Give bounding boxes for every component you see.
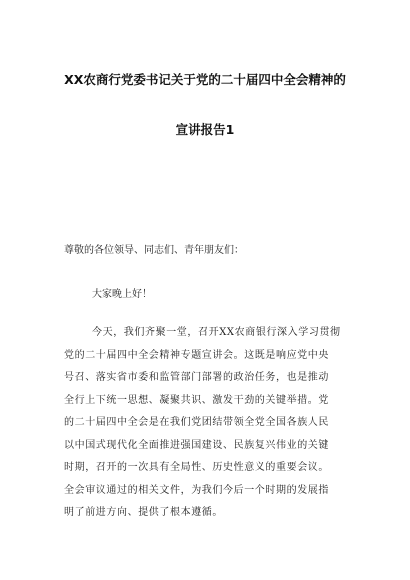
greeting-text: 大家晚上好！ bbox=[92, 289, 152, 300]
body-line: 时期，召开的一次具有全局性、历史性意义的重要会议。 bbox=[64, 462, 329, 473]
body-line: 明了前进方向、提供了根本遵循。 bbox=[64, 507, 223, 518]
body-line: 以中国式现代化全面推进强国建设、民族复兴伟业的关键 bbox=[64, 439, 329, 451]
body-line: 今天，我们齐聚一堂，召开XX农商银行深入学习贯彻 bbox=[92, 327, 341, 338]
body-line: 号召、落实省市委和监管部门部署的政治任务，也是推动 bbox=[64, 372, 329, 383]
body-line: 全行上下统一思想、凝聚共识、激发干劲的关键举措。党 bbox=[64, 394, 329, 406]
body-line: 的二十届四中全会是在我们党团结带领全党全国各族人民 bbox=[64, 417, 329, 428]
salutation-text: 尊敬的各位领导、同志们、青年朋友们： bbox=[64, 245, 244, 256]
body-line: 党的二十届四中全会精神专题宣讲会。这既是响应党中央 bbox=[64, 349, 329, 361]
body-paragraph bbox=[64, 322, 354, 525]
document-title-line-1: XX农商行党委书记关于党的二十届四中全会精神的 bbox=[64, 72, 346, 87]
document-title-line-2: 宣讲报告1 bbox=[175, 122, 235, 137]
body-line: 全会审议通过的相关文件，为我们今后一个时期的发展指 bbox=[64, 484, 329, 496]
